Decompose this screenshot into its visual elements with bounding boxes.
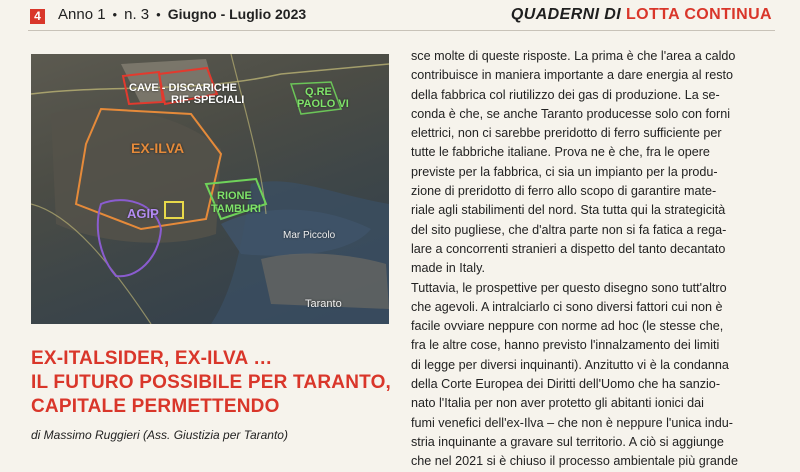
body-line: nato l'Italia per non aver protetto gli abitanti ionici dai (411, 396, 704, 411)
body-line: riale agli stabilimenti del nord. Sta tutta qui la strategicità (411, 203, 726, 218)
body-line: Tuttavia, le prospettive per questo disegno sono tutt'altro (411, 280, 727, 295)
label-agip: AGIP (127, 206, 159, 221)
masthead-lotta-continua: LOTTA CONTINUA (625, 6, 772, 23)
masthead (511, 6, 772, 24)
label-rione: RIONE (217, 190, 252, 202)
body-line: che nel 2021 si è chiuso il processo ambientale più grande (411, 454, 738, 469)
masthead-quaderni: QUADERNI DI (510, 6, 622, 23)
industrial-area (51, 108, 221, 243)
aerial-map-image (31, 54, 389, 324)
body-line: contribuisce in maniera importante a dare energia al resto (411, 68, 734, 83)
headline-line: CAPITALE PERMETTENDO (31, 396, 280, 417)
label-taranto: Taranto (305, 298, 342, 310)
header-divider (28, 30, 775, 31)
issue-number: n. 3 (124, 6, 150, 23)
article-byline: di Massimo Ruggieri (Ass. Giustizia per Taranto) (31, 428, 288, 442)
body-line: della Corte Europea dei Diritti dell'Uomo che ha sanzio- (411, 377, 721, 392)
body-line: della fabbrica col riutilizzo dei gas di produzione. La se- (411, 87, 720, 102)
body-line: sce molte di queste risposte. La prima è che l'area a caldo (411, 49, 736, 63)
headline-line: IL FUTURO POSSIBILE PER TARANTO, (31, 372, 392, 393)
body-line: del sito pugliese, che d'altra parte non si fa fatica a rega- (411, 222, 727, 237)
issue-separator: • (112, 7, 118, 22)
issue-separator: • (156, 7, 161, 22)
label-cave: CAVE - DISCARICHE (129, 82, 237, 94)
issue-year: Anno 1 (58, 6, 106, 23)
label-mar-piccolo: Mar Piccolo (283, 230, 336, 241)
page-number: 4 (30, 9, 45, 24)
body-line: fumi venefici dell'ex-Ilva – che non è neppure l'unica indu- (411, 415, 733, 430)
label-qre: Q.RE (305, 86, 332, 98)
label-tamburi: TAMBURI (211, 203, 261, 215)
body-line: made in Italy. (411, 261, 485, 276)
body-line: stria inquinante a gravare sul territorio. A ciò si aggiunge (411, 434, 724, 449)
body-line: di legge per diversi inquinanti). Anzitutto vi è la condanna (411, 357, 729, 372)
body-line: fra le altre cose, hanno previsto l'innalzamento dei limiti (411, 338, 720, 353)
body-line: lare a concorrenti stranieri a dispetto del tanto decantato (411, 241, 726, 256)
body-line: che agevoli. A intralciarlo ci sono diversi fattori cui non è (411, 299, 723, 314)
article-headline (31, 347, 401, 419)
issue-months: Giugno - Luglio 2023 (167, 6, 307, 22)
label-paolo-vi: PAOLO VI (297, 98, 349, 110)
body-line: conda è che, se anche Taranto producesse solo con forni (411, 106, 731, 121)
label-exilva: EX-ILVA (131, 140, 185, 156)
body-line: previste per la fabbrica, ci sia un impianto per la produ- (411, 164, 718, 179)
label-rifiuti: RIF. SPECIALI (171, 94, 245, 106)
headline-line: EX-ITALSIDER, EX-ILVA … (31, 348, 273, 369)
article-body (411, 47, 781, 472)
body-line: elettrici, non ci sarebbe preridotto di ferro sufficiente per (411, 126, 722, 141)
body-line: facile ovviare neppure con norme ad hoc (le stesse che, (411, 319, 724, 334)
issue-info (58, 6, 306, 23)
page-header (0, 0, 800, 30)
body-line: zione di preridotto di ferro allo scopo di garantire mate- (411, 184, 717, 199)
body-line: tutte le fabbriche italiane. Prova ne è che, fra le opere (411, 145, 710, 160)
